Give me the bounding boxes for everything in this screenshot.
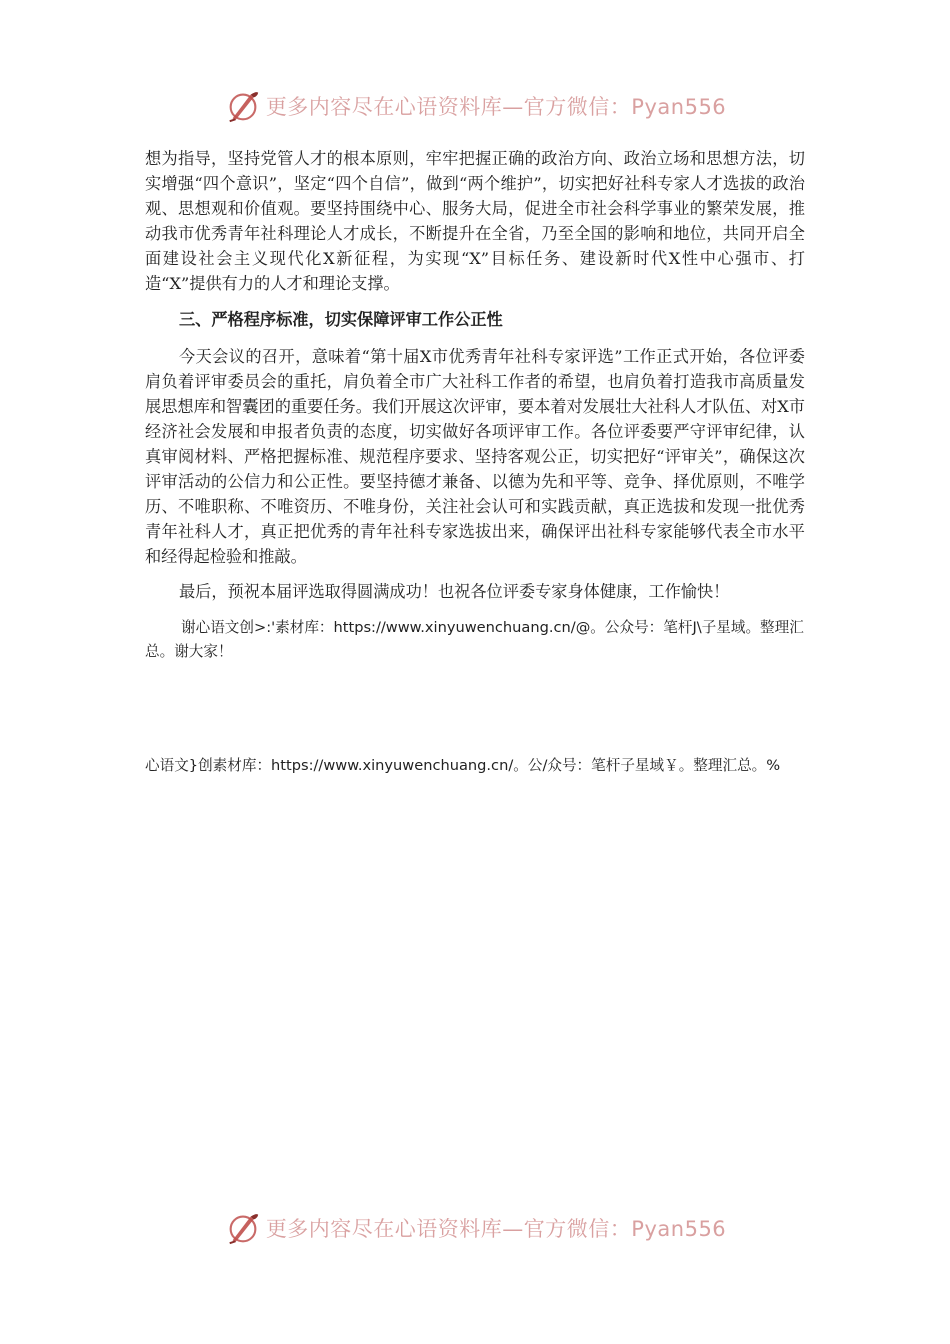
paragraph-review-procedure: 今天会议的召开，意味着“第十届X市优秀青年社科专家评选”工作正式开始，各位评委肩负着评审委员会的重托，肩负着全市广大社科工作者的希望，也肩负着打造我市高质量发展思想库和智囊团的重要任务。我们开展这次评审，要本着对发展壮大社科人才队伍、对X市经济社会发展和申报者负责的态度，切实做好各项评审工作。各位评委要严守评审纪律，认真审阅材料、严格把握标准、规范程序要求、坚持客观公正，切实把好“评审关”，确保这次评审活动的公信力和公正性。要坚持德才兼备、以德为先和平等、竞争、择优原则，不唯学历、不唯职称、不唯资历、不唯身份，关注社会认可和实践贡献，真正选拔和发现一批优秀青年社科人才，真正把优秀的青年社科专家选拔出来，确保评出社科专家能够代表全市水平和经得起检验和推敲。: [145, 347, 805, 566]
paragraph-closing: 最后，预祝本届评选取得圆满成功！也祝各位评委专家身体健康，工作愉快！: [179, 582, 730, 601]
document-body: [145, 146, 805, 664]
header-banner-text: 更多内容尽在心语资料库—官方微信：Pyan556: [265, 95, 727, 119]
source-note-1: 谢心语文创>:'素材库：https://www.xinyuwenchuang.cn/@。公众号：笔杆J\子星域。整理汇总。谢大家！: [145, 619, 804, 660]
source-note-2: 心语文}创素材库：https://www.xinyuwenchuang.cn/。公/众号：笔杆子星域￥。整理汇总。%: [145, 757, 781, 774]
header-banner: [0, 84, 950, 128]
section-heading-3: 三、严格程序标准，切实保障评审工作公正性: [179, 310, 503, 329]
footer-banner-text: 更多内容尽在心语资料库—官方微信：Pyan556: [265, 1217, 727, 1241]
quill-pen-logo-icon: [224, 1209, 262, 1247]
paragraph-continued: 想为指导，坚持党管人才的根本原则，牢牢把握正确的政治方向、政治立场和思想方法，切实增强“四个意识”，坚定“四个自信”，做到“两个维护”，切实把好社科专家人才选拔的政治观、思想观和价值观。要坚持围绕中心、服务大局，促进全市社会科学事业的繁荣发展，推动我市优秀青年社科理论人才成长，不断提升在全省，乃至全国的影响和地位，共同开启全面建设社会主义现代化X新征程，为实现“X”目标任务、建设新时代X性中心强市、打造“X”提供有力的人才和理论支撑。: [145, 149, 805, 293]
quill-pen-logo-icon: [224, 87, 262, 125]
footer-banner: [0, 1206, 950, 1250]
